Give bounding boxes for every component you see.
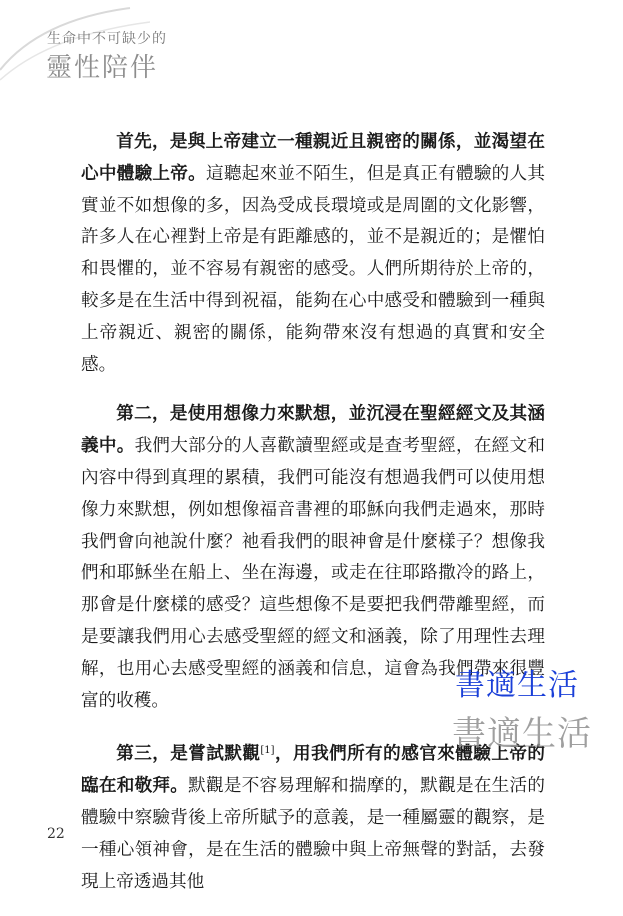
watermark-blue: 書適生活 — [455, 668, 579, 703]
page-number: 22 — [47, 826, 65, 842]
paragraph-3 — [81, 735, 545, 898]
paragraph-3-body: 默觀是不容易理解和揣摩的，默觀是在生活的體驗中察驗背後上帝所賦予的意義，是一種屬靈的觀察，是一種心領神會，是在生活的體驗中與上帝無聲的對話，去發現上帝透過其他 — [81, 776, 545, 892]
series-title: 靈性陪伴 — [46, 53, 159, 83]
watermark-grey: 書適生活 — [452, 714, 592, 754]
paragraph-2-body: 我們大部分的人喜歡讀聖經或是查考聖經，在經文和內容中得到真理的累積，我們可能沒有想過我們可以使用想像力來默想，例如想像福音書裡的耶穌向我們走過來，那時我們會向祂說什麼？祂看我們的眼神會是什麼樣子？想像我們和耶穌坐在船上、坐在海邊，或走在往耶路撒冷的路上，那會是什麼樣的感受？這些想像不是要把我們帶離聖經，而是要讓我們用心去感受聖經的經文和涵義，除了用理性去理解，也用心去感受聖經的涵義和信息，這會為我們帶來很豐富的收穫。 — [81, 436, 545, 711]
series-title-small: 生命中不可缺少的 — [47, 31, 167, 47]
footnote-marker[interactable]: [1] — [260, 745, 275, 757]
paragraph-3-lead-a: 第三，是嘗試默觀 — [116, 744, 261, 765]
paragraph-1-lead: 首先，是與上帝建立一種親近且親密的關係，並渴望在心中體驗上帝。 — [81, 132, 545, 184]
paragraph-1 — [81, 127, 545, 381]
paragraph-1-body: 這聽起來並不陌生，但是真正有體驗的人其實並不如想像的多，因為受成長環境或是周圍的文化影響，許多人在心裡對上帝是有距離感的，並不是親近的；是懼怕和畏懼的，並不容易有親密的感受。人們所期待於上帝的，較多是在生活中得到祝福，能夠在心中感受和體驗到一種與上帝親近、親密的關係，能夠帶來沒有想過的真實和安全感。 — [81, 163, 545, 375]
paragraph-2-lead: 第二，是使用想像力來默想，並沉浸在聖經經文及其涵義中。 — [81, 404, 545, 457]
page-body — [81, 127, 545, 916]
paragraph-3-lead-b: ，用我們所有的感官來體驗上帝的臨在和敬拜。 — [81, 744, 545, 797]
